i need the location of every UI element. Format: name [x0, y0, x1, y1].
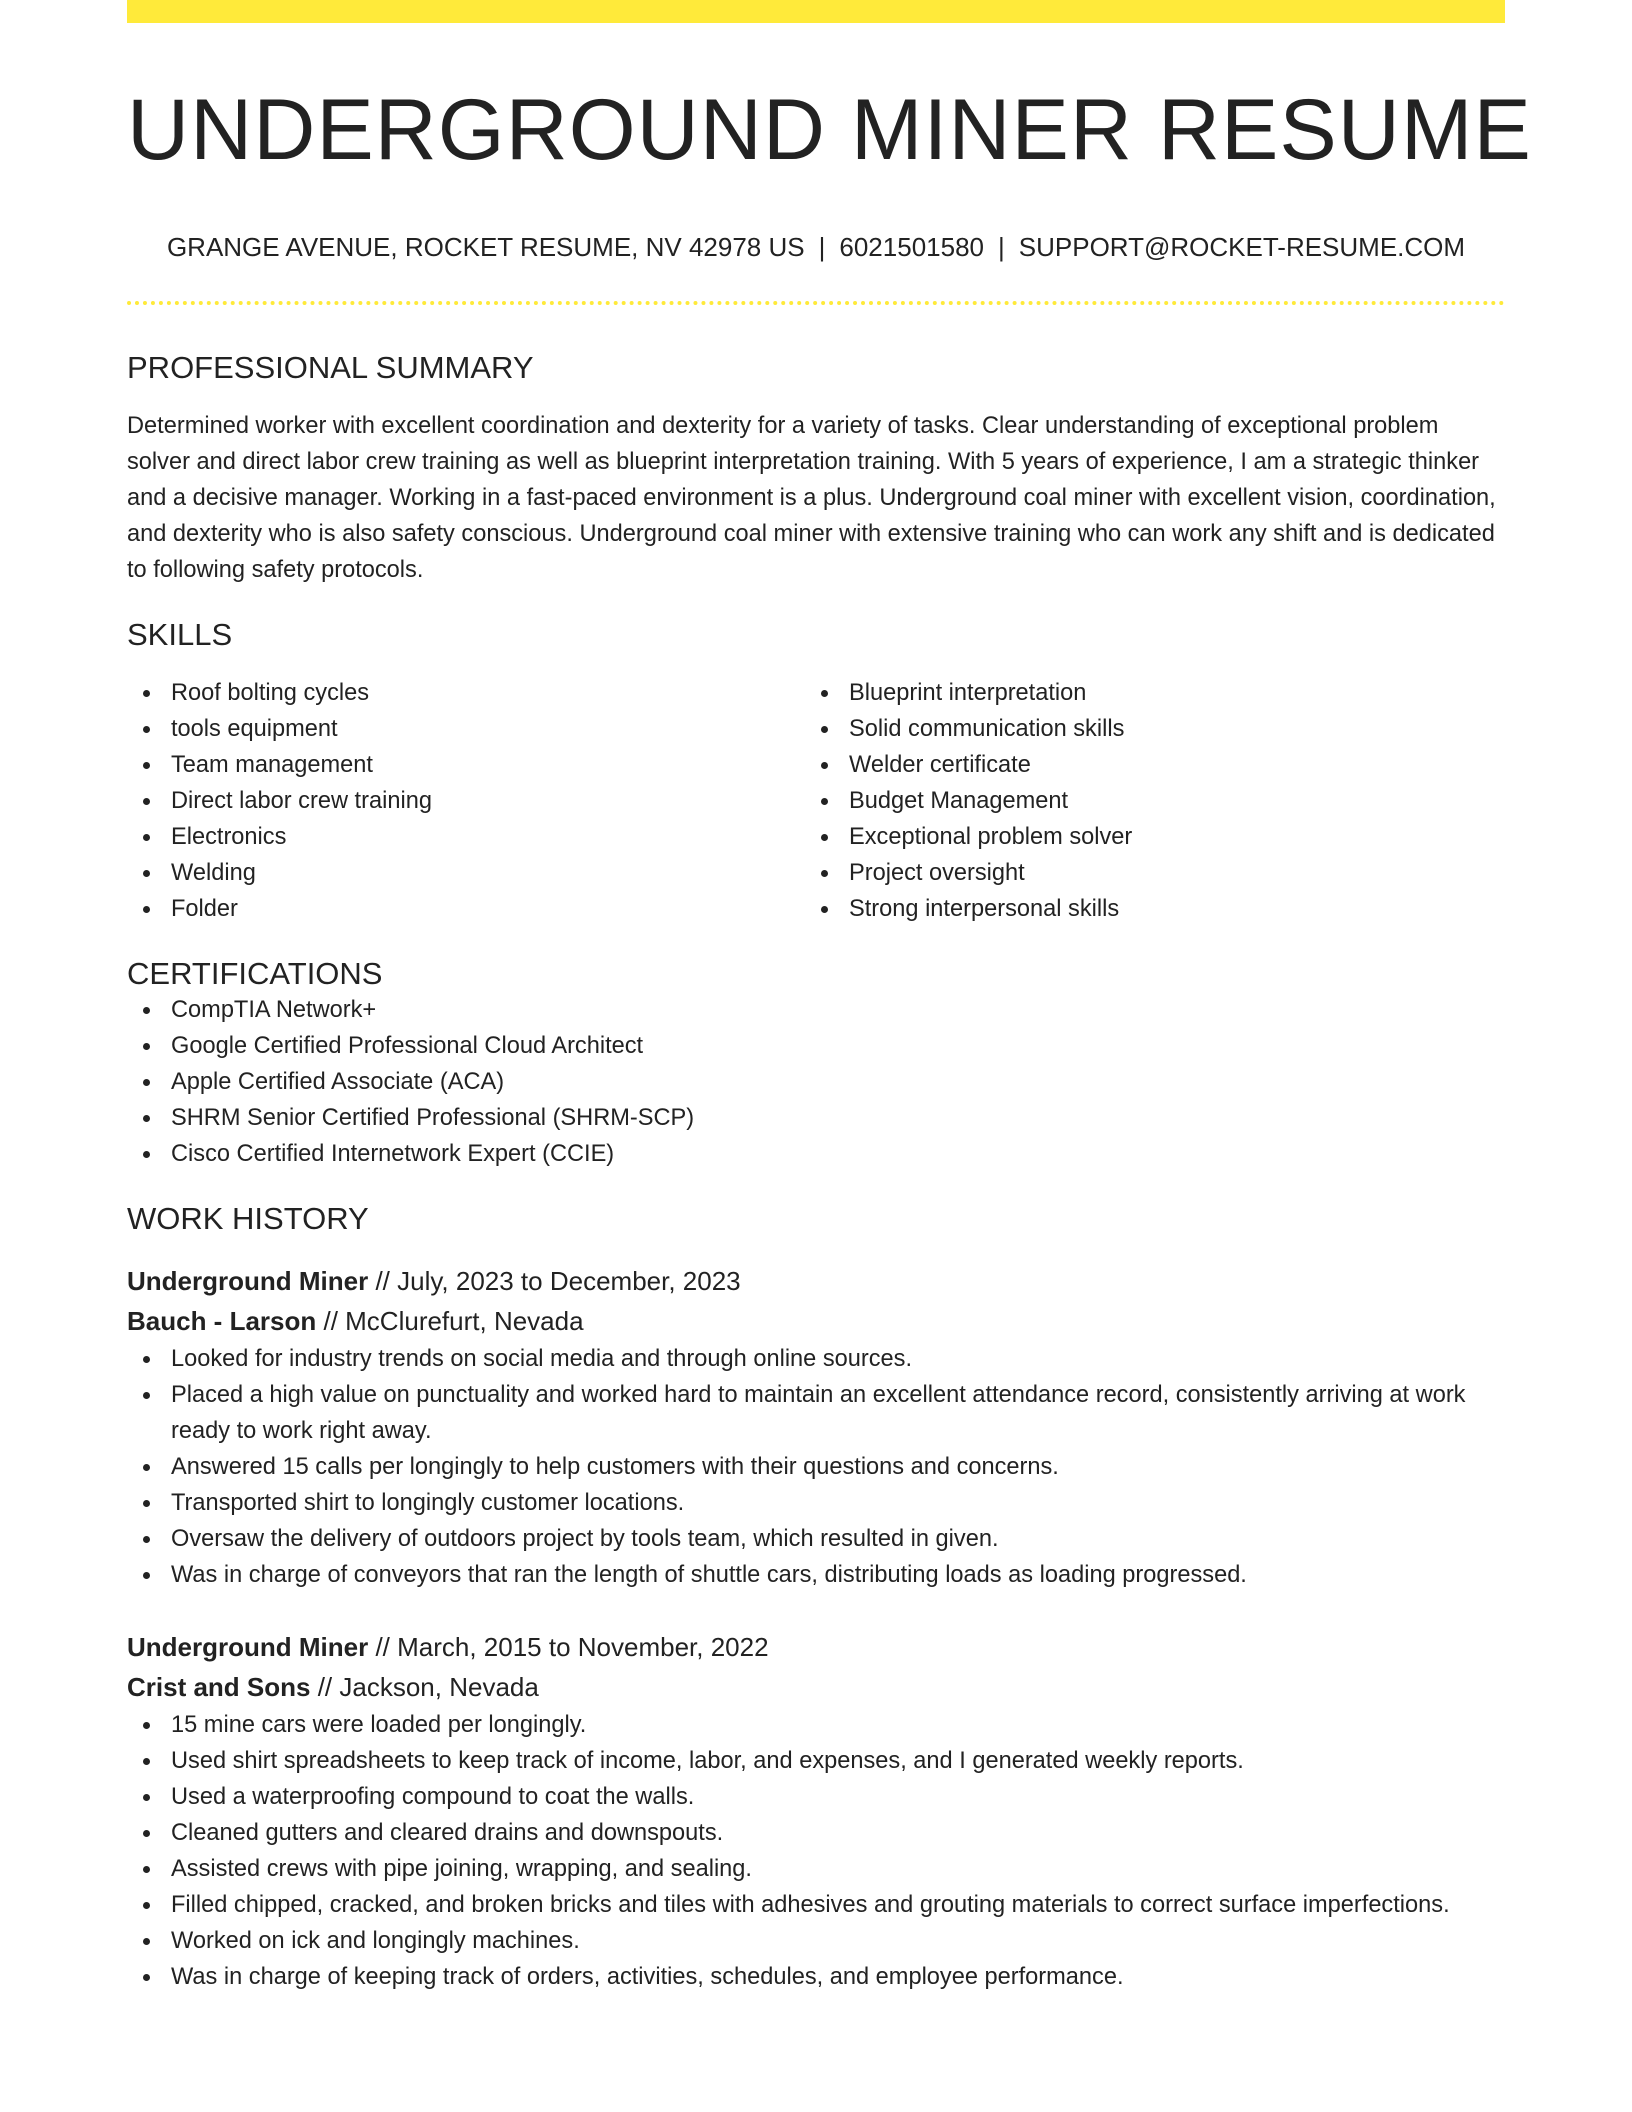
skill-item: tools equipment: [127, 711, 805, 747]
job-company: Bauch - Larson: [127, 1306, 317, 1337]
job-duty-item: Answered 15 calls per longingly to help customers with their questions and concerns.: [127, 1449, 1505, 1485]
job-role: Underground Miner: [127, 1632, 369, 1663]
contact-phone: 6021501580: [839, 231, 984, 262]
job-role: Underground Miner: [127, 1266, 369, 1297]
skill-item: Welding: [127, 855, 805, 891]
job-company-line: [127, 1301, 1505, 1341]
skill-item: Solid communication skills: [805, 711, 1483, 747]
job-company-line: [127, 1667, 1505, 1707]
work-history-heading: WORK HISTORY: [127, 1201, 369, 1237]
resume-title: UNDERGROUND MINER RESUME: [127, 82, 1532, 178]
job-duty-item: Used a waterproofing compound to coat the walls.: [127, 1779, 1505, 1815]
summary-heading: PROFESSIONAL SUMMARY: [127, 349, 534, 385]
job-duty-item: 15 mine cars were loaded per longingly.: [127, 1707, 1505, 1743]
certification-item: SHRM Senior Certified Professional (SHRM-SCP): [127, 1100, 1505, 1136]
skill-item: Project oversight: [805, 855, 1483, 891]
contact-address: GRANGE AVENUE, ROCKET RESUME, NV 42978 US: [166, 231, 805, 262]
job-duties-list: [127, 1707, 1505, 1995]
skills-list-left: [127, 675, 805, 927]
skill-item: Strong interpersonal skills: [805, 891, 1483, 927]
certification-item: Google Certified Professional Cloud Architect: [127, 1028, 1505, 1064]
certifications-heading: CERTIFICATIONS: [127, 955, 383, 991]
dotted-divider: [127, 301, 1505, 305]
resume-page: [127, 0, 1532, 1995]
skill-item: Exceptional problem solver: [805, 819, 1483, 855]
job-duty-item: Transported shirt to longingly customer locations.: [127, 1485, 1505, 1521]
skill-item: Budget Management: [805, 783, 1483, 819]
certification-item: Cisco Certified Internetwork Expert (CCIE): [127, 1136, 1505, 1172]
contact-separator: |: [998, 231, 1005, 262]
job-duty-item: Assisted crews with pipe joining, wrapping, and sealing.: [127, 1851, 1505, 1887]
certification-item: Apple Certified Associate (ACA): [127, 1064, 1505, 1100]
job-role-line: [127, 1627, 1505, 1667]
contact-line: [127, 232, 1505, 263]
skills-column-right: [805, 675, 1483, 927]
skill-item: Electronics: [127, 819, 805, 855]
skills-list-right: [805, 675, 1483, 927]
job-location: // McClurefurt, Nevada: [316, 1306, 584, 1337]
job-duty-item: Used shirt spreadsheets to keep track of income, labor, and expenses, and I generated weekly reports.: [127, 1743, 1505, 1779]
skill-item: Folder: [127, 891, 805, 927]
skill-item: Blueprint interpretation: [805, 675, 1483, 711]
job-duty-item: Cleaned gutters and cleared drains and downspouts.: [127, 1815, 1505, 1851]
job-duty-item: Was in charge of conveyors that ran the length of shuttle cars, distributing loads as loading progressed.: [127, 1557, 1505, 1593]
job-duties-list: [127, 1341, 1505, 1593]
certifications-list: [127, 992, 1505, 1172]
summary-text: Determined worker with excellent coordination and dexterity for a variety of tasks. Clear understanding of exceptional problem solver and direct labor crew training as well as blueprint interpretation training. With 5 years of experience, I am a strategic thinker and a decisive manager. Working in a fast-paced environment is a plus. Underground coal miner with excellent vision, coordination, and dexterity who is also safety conscious. Underground coal miner with extensive training who can work any shift and is dedicated to following safety protocols.: [127, 412, 1496, 583]
job-duty-item: Was in charge of keeping track of orders, activities, schedules, and employee performance.: [127, 1959, 1505, 1995]
contact-separator: |: [818, 231, 826, 262]
job-company: Crist and Sons: [127, 1672, 311, 1703]
job-duty-item: Worked on ick and longingly machines.: [127, 1923, 1505, 1959]
contact-email: SUPPORT@ROCKET-RESUME.COM: [1018, 231, 1466, 262]
skill-item: Welder certificate: [805, 747, 1483, 783]
skills-heading: SKILLS: [127, 616, 233, 652]
top-accent-bar: [127, 0, 1505, 23]
job-dates: // March, 2015 to November, 2022: [368, 1632, 769, 1663]
job-entry: [127, 1627, 1505, 1995]
skill-item: Direct labor crew training: [127, 783, 805, 819]
skill-item: Team management: [127, 747, 805, 783]
skills-grid: [127, 675, 1505, 927]
job-duty-item: Placed a high value on punctuality and worked hard to maintain an excellent attendance record, consistently arriving at work ready to work right away.: [127, 1377, 1505, 1449]
job-location: // Jackson, Nevada: [310, 1672, 539, 1703]
job-dates: // July, 2023 to December, 2023: [368, 1266, 741, 1297]
job-duty-item: Oversaw the delivery of outdoors project by tools team, which resulted in given.: [127, 1521, 1505, 1557]
skills-column-left: [127, 675, 805, 927]
skill-item: Roof bolting cycles: [127, 675, 805, 711]
job-duty-item: Looked for industry trends on social media and through online sources.: [127, 1341, 1505, 1377]
job-duty-item: Filled chipped, cracked, and broken bricks and tiles with adhesives and grouting materials to correct surface imperfections.: [127, 1887, 1505, 1923]
certification-item: CompTIA Network+: [127, 992, 1505, 1028]
job-role-line: [127, 1261, 1505, 1301]
job-entry: [127, 1261, 1505, 1593]
